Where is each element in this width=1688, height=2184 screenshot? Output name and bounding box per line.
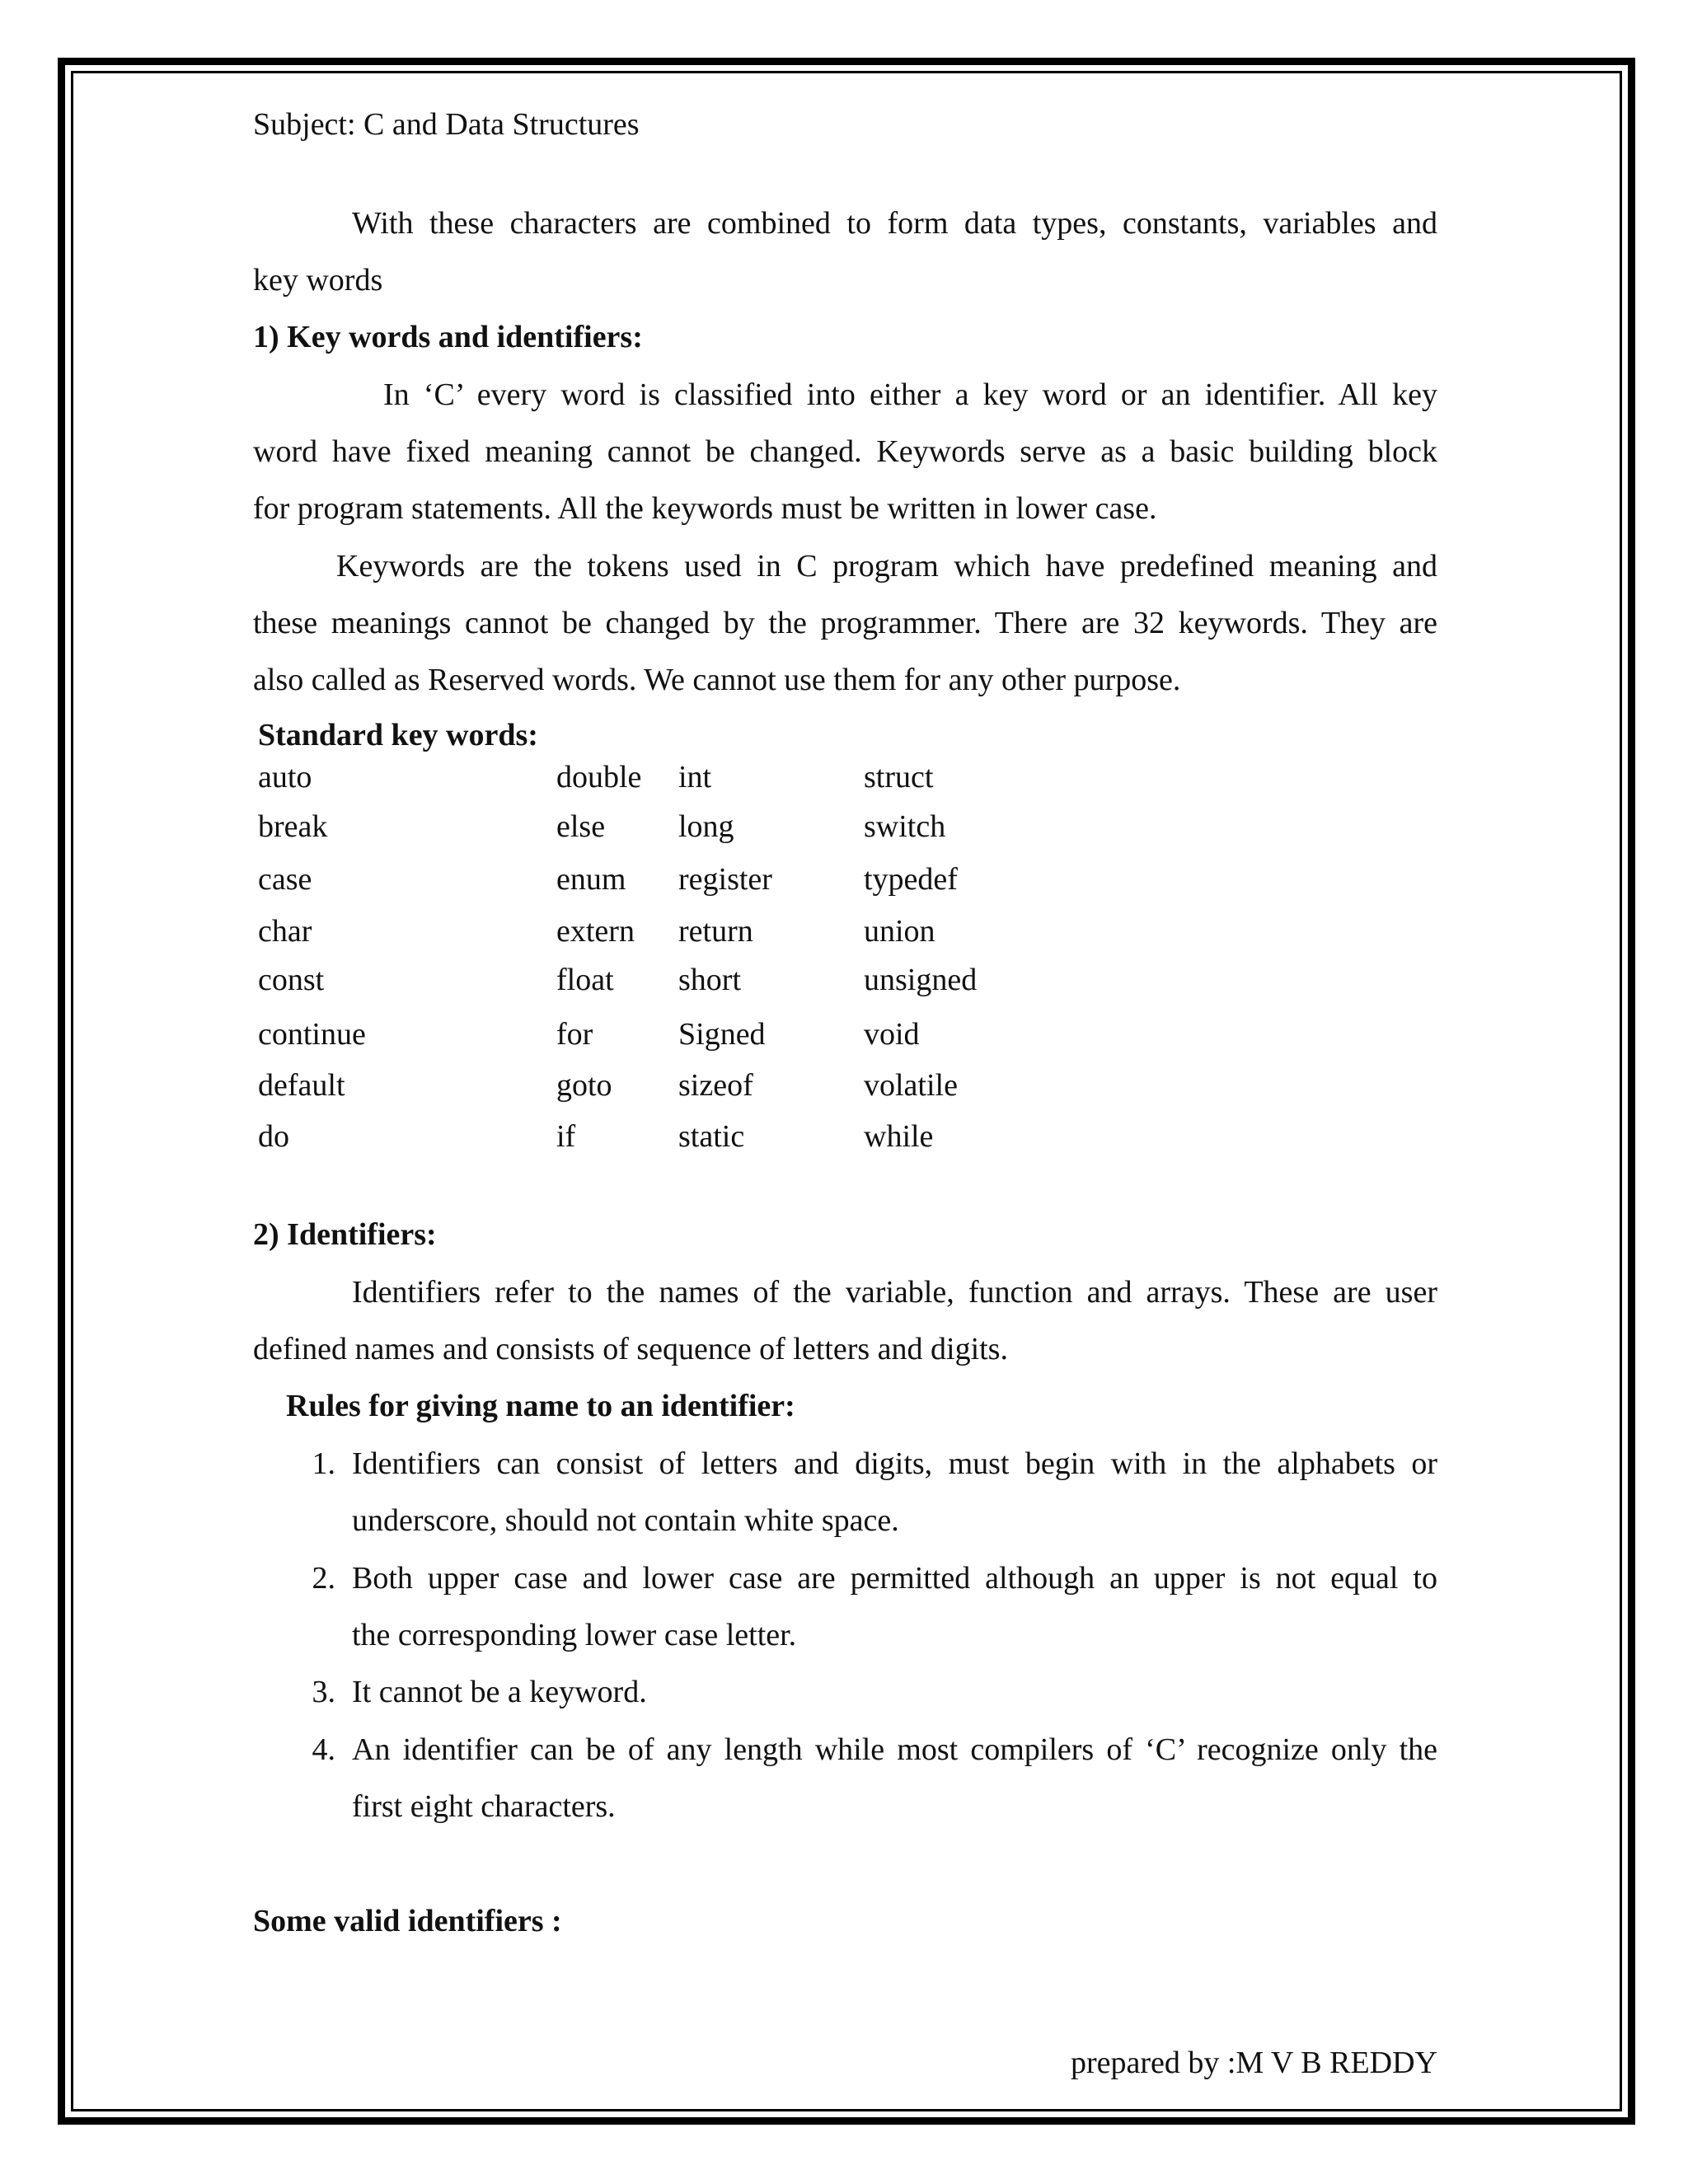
list-item-line: first eight characters. xyxy=(352,1789,616,1824)
keyword-cell: float xyxy=(556,963,614,997)
keyword-cell: break xyxy=(258,809,328,844)
footer-prepared-by: prepared by :M V B REDDY xyxy=(1070,2046,1437,2080)
keyword-cell: register xyxy=(678,862,772,897)
valid-identifiers-heading: Some valid identifiers : xyxy=(253,1904,562,1938)
keyword-cell: char xyxy=(258,914,312,949)
keyword-cell: while xyxy=(864,1119,934,1154)
keyword-cell: else xyxy=(556,809,606,844)
keyword-cell: for xyxy=(556,1017,593,1052)
section1-para1-line-1: In ‘C’ every word is classified into either a key word or an identifier. All key xyxy=(383,377,1437,412)
list-item-line: underscore, should not contain white space. xyxy=(352,1503,899,1538)
list-item-line: Identifiers can consist of letters and digits, must begin with in the alphabets or xyxy=(352,1446,1437,1481)
keyword-cell: static xyxy=(678,1119,745,1154)
list-item-number: 3. xyxy=(312,1675,335,1709)
keyword-cell: double xyxy=(556,760,642,794)
keyword-cell: volatile xyxy=(864,1068,958,1103)
keyword-cell: continue xyxy=(258,1017,366,1052)
list-item-line: the corresponding lower case letter. xyxy=(352,1618,797,1652)
keyword-cell: enum xyxy=(556,862,626,897)
keyword-cell: unsigned xyxy=(864,963,978,997)
keyword-cell: if xyxy=(556,1119,576,1154)
keyword-cell: default xyxy=(258,1068,345,1103)
section1-para2-line-3: also called as Reserved words. We cannot use them for any other purpose. xyxy=(253,663,1181,697)
keyword-cell: union xyxy=(864,914,935,949)
rules-heading: Rules for giving name to an identifier: xyxy=(286,1389,795,1423)
list-item-line: It cannot be a keyword. xyxy=(352,1675,647,1709)
subject-line: Subject: C and Data Structures xyxy=(253,107,640,142)
section2-para-line-2: defined names and consists of sequence of letters and digits. xyxy=(253,1332,1008,1366)
keyword-cell: void xyxy=(864,1017,920,1052)
list-item-line: Both upper case and lower case are permitted although an upper is not equal to xyxy=(352,1561,1437,1596)
section1-para1-line-2: word have fixed meaning cannot be changed. Keywords serve as a basic building block xyxy=(253,434,1437,469)
section2-para-line-1: Identifiers refer to the names of the variable, function and arrays. These are user xyxy=(352,1275,1437,1310)
section1-para2-line-2: these meanings cannot be changed by the programmer. There are 32 keywords. They are xyxy=(253,606,1437,640)
keyword-cell: short xyxy=(678,963,741,997)
intro-line-2: key words xyxy=(253,263,383,298)
keyword-cell: const xyxy=(258,963,325,997)
list-item-line: An identifier can be of any length while most compilers of ‘C’ recognize only the xyxy=(352,1732,1437,1767)
list-item-number: 2. xyxy=(312,1561,335,1596)
list-item-number: 1. xyxy=(312,1446,335,1481)
section1-para1-line-3: for program statements. All the keywords must be written in lower case. xyxy=(253,491,1157,526)
keywords-heading: Standard key words: xyxy=(258,718,538,752)
keyword-cell: typedef xyxy=(864,862,958,897)
keyword-cell: Signed xyxy=(678,1017,766,1052)
keyword-cell: long xyxy=(678,809,734,844)
section1-heading: 1) Key words and identifiers: xyxy=(253,320,643,354)
section1-para2-line-1: Keywords are the tokens used in C program which have predefined meaning and xyxy=(336,549,1437,583)
keyword-cell: auto xyxy=(258,760,312,794)
keyword-cell: do xyxy=(258,1119,289,1154)
keyword-cell: return xyxy=(678,914,753,949)
list-item-number: 4. xyxy=(312,1732,335,1767)
intro-line-1: With these characters are combined to form data types, constants, variables and xyxy=(352,206,1437,241)
keyword-cell: case xyxy=(258,862,312,897)
keyword-cell: struct xyxy=(864,760,934,794)
keyword-cell: goto xyxy=(556,1068,612,1103)
keyword-cell: switch xyxy=(864,809,946,844)
keyword-cell: sizeof xyxy=(678,1068,753,1103)
section2-heading: 2) Identifiers: xyxy=(253,1217,437,1252)
keyword-cell: extern xyxy=(556,914,635,949)
keyword-cell: int xyxy=(678,760,712,794)
